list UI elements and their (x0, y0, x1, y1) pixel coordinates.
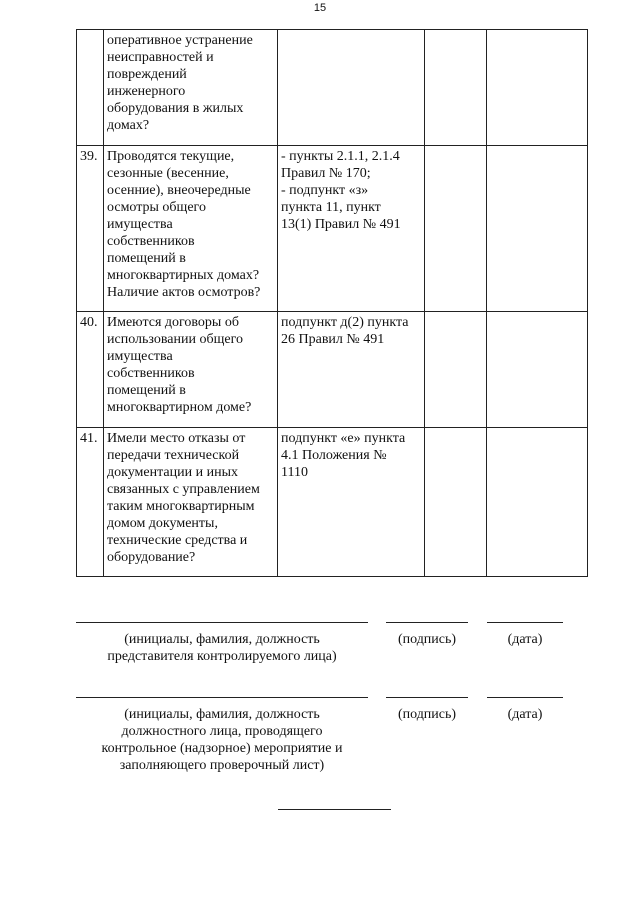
table-row (77, 428, 588, 577)
table-row (77, 30, 588, 146)
signature-line (386, 697, 468, 698)
table-row (77, 146, 588, 312)
name-caption: (инициалы, фамилия, должность должностного лица, проводящего контрольное (надзорное) мероприятие и заполняющего проверочный лист) (101, 707, 343, 773)
requirement-text: оперативное устранение неисправностей и повреждений инженерного оборудования в жилых домах? (107, 33, 253, 133)
name-signature-line (76, 622, 368, 623)
name-signature-line (76, 697, 368, 698)
reference-text: подпункт д(2) пункта 26 Правил № 491 (281, 315, 409, 347)
closing-line (278, 809, 391, 810)
answer-cell (425, 428, 487, 577)
reference-text: подпункт «е» пункта 4.1 Положения № 1110 (281, 431, 406, 480)
date-line (487, 697, 563, 698)
date-line (487, 622, 563, 623)
signature-line (386, 622, 468, 623)
note-cell (487, 146, 588, 312)
date-caption: (дата) (507, 632, 543, 647)
requirement-cell (104, 30, 278, 146)
checklist-table (76, 29, 588, 577)
requirement-cell (104, 428, 278, 577)
row-number: 40. (77, 312, 104, 428)
reference-cell (278, 312, 425, 428)
reference-text: - пункты 2.1.1, 2.1.4 Правил № 170; - подпункт «з» пункта 11, пункт 13(1) Правил № 491 (281, 149, 401, 232)
requirement-cell (104, 312, 278, 428)
requirement-cell (104, 146, 278, 312)
signature-caption: (подпись) (397, 707, 457, 722)
note-cell (487, 428, 588, 577)
answer-cell (425, 30, 487, 146)
reference-cell (278, 30, 425, 146)
date-caption: (дата) (507, 707, 543, 722)
row-number: 39. (77, 146, 104, 312)
name-caption: (инициалы, фамилия, должность представителя контролируемого лица) (107, 632, 337, 664)
signature-caption: (подпись) (397, 632, 457, 647)
reference-cell (278, 146, 425, 312)
requirement-text: Проводятся текущие, сезонные (весенние, осенние), внеочередные осмотры общего имущества собственников помещений в многоквартирных домах? Наличие актов осмотров? (107, 149, 261, 300)
requirement-text: Имеются договоры об использовании общего имущества собственников помещений в многоквартирном доме? (107, 315, 252, 415)
note-cell (487, 30, 588, 146)
note-cell (487, 312, 588, 428)
reference-cell (278, 428, 425, 577)
table-row (77, 312, 588, 428)
page-number: 15 (313, 2, 327, 14)
answer-cell (425, 312, 487, 428)
requirement-text: Имели место отказы от передачи технической документации и иных связанных с управлением таким многоквартирным домом документы, технические средства и оборудование? (107, 431, 260, 565)
row-number (77, 30, 104, 146)
row-number: 41. (77, 428, 104, 577)
answer-cell (425, 146, 487, 312)
